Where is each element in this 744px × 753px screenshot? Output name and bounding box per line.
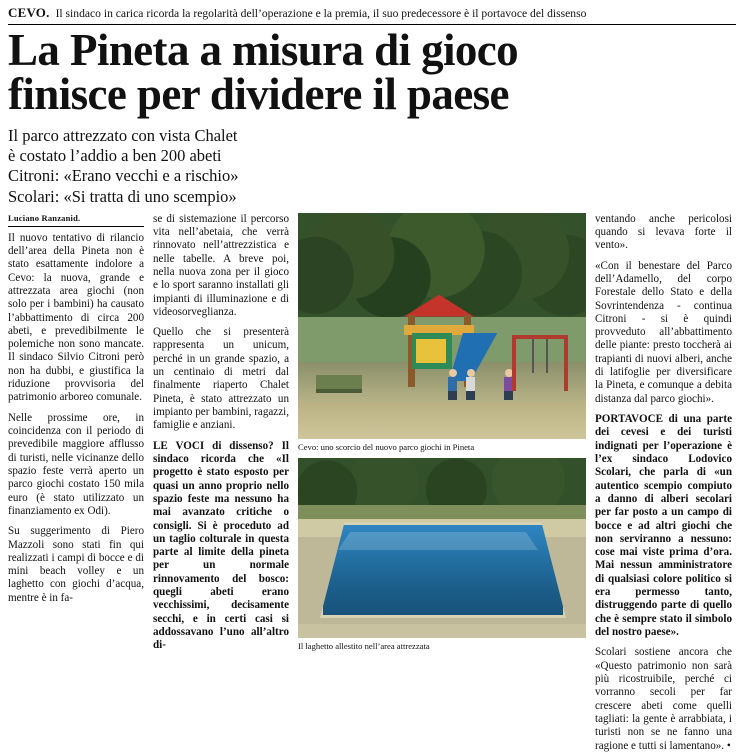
playset-shape [394,295,490,387]
figure-body [466,377,475,391]
summary-line-1: Il parco attrezzato con vista Chalet [8,126,238,146]
figure-legs [448,391,457,400]
playground-photo [298,213,586,439]
byline: Luciano Ranzanid. [8,213,144,227]
paragraph: Scolari sostiene ancora che «Questo patrimonio non sarà più ricostruibile, perché ci vorranno secoli per far crescere abeti come quelli tagliati: la gente è arrabbiata, i turisti non se ne fanno una ragione e tutti si lamentano». • [595,646,732,752]
figure-legs [504,391,513,400]
photo-column [298,213,586,753]
paragraph: Su suggerimento di Piero Mazzoli sono stati fin qui realizzati i campi di bocce e di mini beach volley e un laghetto con giochi d’acqua, mentre è in fa- [8,525,144,604]
kicker-place: CEVO. [8,5,50,20]
summary-quote-1: Citroni: «Erano vecchi e a rischio» [8,166,239,186]
summary-quote-2: Scolari: «Si tratta di uno scempio» [8,186,237,206]
summary-block [0,116,288,213]
pool-deck [298,624,586,638]
column-2 [153,213,289,753]
pool-photo [298,458,586,638]
figure-body [448,377,457,391]
person-figure [466,369,475,399]
figure-legs [466,391,475,400]
figure-head [449,369,457,377]
paragraph: se di sistemazione il percorso vita nell’abetaia, che verrà rinnovato nell’attrezzistica e nelle tabelle. A breve poi, nella nuova zona per il gioco e lo sport saranno installati gli impianti di illuminazione e di videosorveglianza. [153,212,289,318]
column-4 [595,213,732,753]
swing-frame [512,335,568,391]
photo-path [298,402,586,438]
photo-caption: Il laghetto allestito nell’area attrezzata [298,640,430,651]
paragraph: Nelle prossime ore, in coincidenza con il periodo di prevedibile maggiore afflusso di turisti, nelle vicinanze dello spazio feste verrà aperto un parco giochi costato 150 mila euro (è stato utilizzato un finanziamento ex Odi). [8,411,144,517]
bench-shape [316,375,362,393]
kicker-text: Il sindaco in carica ricorda la regolarità dell’operazione e la premia, il suo predecessore è il portavoce del dissenso [55,7,587,20]
summary-line-2: è costato l’addio a ben 200 abeti [8,146,222,166]
photo-caption: Cevo: uno scorcio del nuovo parco giochi in Pineta [298,441,475,452]
figure-head [467,369,475,377]
paragraph: «Con il benestare del Parco dell’Adamello, del corpo Forestale dello Stato e della Sovrintendenza - continua Citroni - si è quindi provveduto all’abbattimento delle piante: presto toccherà ai trapianti di nuovi alberi, anche di latifoglie per diversificare la Pineta, e comunque a debita distanza dal parco giochi». [595,259,732,405]
playset-panel [416,339,446,363]
paragraph-le-voci: LE VOCI di dissenso? Il sindaco ricorda che «Il progetto è stato esposto per quasi un anno proprio nello spazio feste ma nessuno ha mai avanzato critiche o consigli. Si è proceduto ad un taglio colturale in questa parte al limite della pineta per un normale rinnovamento del bosco: quegli abeti erano vecchissimi, decisamente secchi, e in certi casi si addossavano l’uno all’altro di- [153,439,289,652]
page-title [0,24,744,120]
photo-trees [298,458,586,505]
person-figure [448,369,457,399]
pool-sheen [338,532,538,550]
kicker [0,0,744,24]
paragraph: ventando anche pericolosi quando si levava forte il vento». [595,212,732,252]
article-body [0,213,744,753]
playset-roof [404,295,474,317]
paragraph: Quello che si presenterà rappresenta un unicum, perché in un grande spazio, a un centinaio di metri dal finalmente riaperto Chalet Pineta, è stato attrezzato un impianto per bambini, ragazzi, famiglie e anziani. [153,326,289,432]
paragraph: Il nuovo tentativo di rilancio dell’area della Pineta non è stato esattamente indolore a Cevo: la nuova, grande e attrezzata area giochi (non solo per i bambini) ha causato l’abbattimento di circa 200 abeti, e prevedibilmente le polemiche non sono mancate. Il sindaco Silvio Citroni però non ha dubbi, e giustifica la riduzione provvisoria del patrimonio arboreo comunale. [8,231,144,404]
headline-line-2: finisce per dividere il paese [8,69,509,120]
headline-line-1: La Pineta a misura di gioco [8,24,519,75]
column-1 [8,213,144,753]
paragraph-portavoce: PORTAVOCE di una parte dei cevesi e dei turisti indignati per l’operazione è l’ex sindaco Lodovico Scolari, che parla di «un autentico scempio compiuto a danno di alberi secolari per far posto a un campo di bocce e ad altri giochi che non serviranno a nessuno: cose mai viste prima d’ora. Mai nessun amministratore di qualsiasi colore politico si era permesso tanto, distruggendo parte di quello che è sempre stato il simbolo del nostro paese». [595,413,732,638]
